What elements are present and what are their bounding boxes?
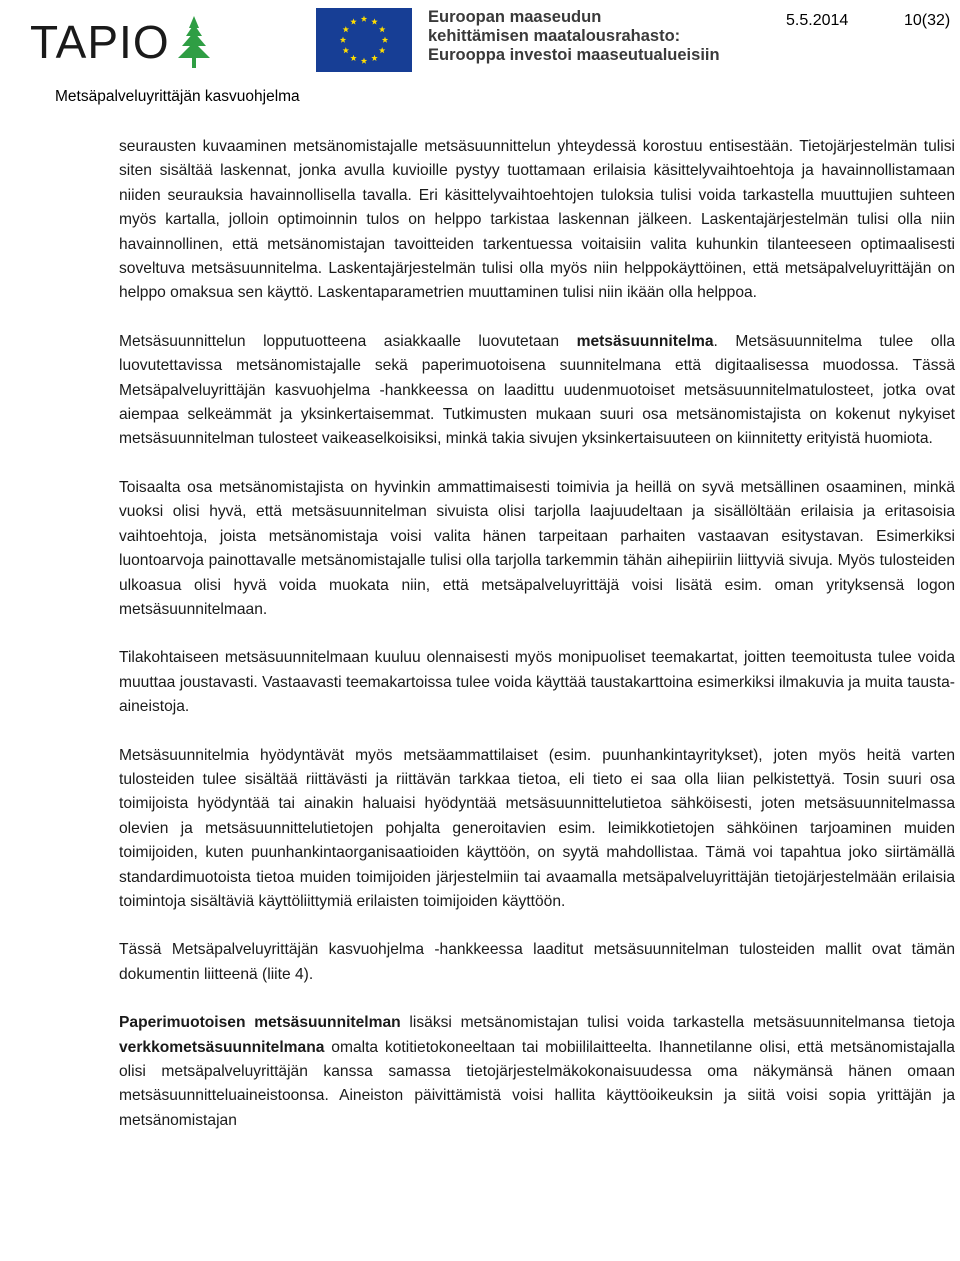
text-run: lisäksi metsänomistajan tulisi voida tarkastella metsäsuunnitelmansa tietoja: [400, 1014, 955, 1032]
text-run: omalta kotitietokoneeltaan tai mobiililaitteelta. Ihannetilanne olisi, että metsänomistajalla olisi metsäpalveluyrittäjän kanssa samassa tietojärjestelmäkokonaisuudessa oma näkymänsä hänen omaan metsäsuunnitteluaineistoonsa. Aineiston päivittämistä voisi hallita käyttöoikeuksin ja siitä voisi sopia yrittäjän ja metsänomistajan: [119, 1038, 955, 1129]
page-number: 10(32): [904, 12, 951, 29]
paragraph: seurausten kuvaaminen metsänomistajalle metsäsuunnittelun yhteydessä korostuu entisestään. Tietojärjestelmän tulisi siten sisältää laskennat, jonka avulla kuvioille pystyy tuottamaan erilaisia käsittelyvaihtoehtoja ja havainnollistamaan niiden seurauksia havainnollisella tavalla. Eri käsittelyvaihtoehtojen tuloksia tulisi voida tarkastella muuttujien suhteen myös kartalla, jolloin optimoinnin tulos on helppo tarkistaa laskennan jälkeen. Laskentajärjestelmän tulisi olla niin havainnollinen, että metsänomistajan tavoitteiden tarkentuessa voitaisiin valita kuhunkin tilanteeseen optimaalisesti soveltuva metsäsuunnitelma. Laskentajärjestelmän tulisi olla myös niin helppokäyttöinen, että metsäpalveluyrittäjän on helppo omaksua sen käyttö. Laskentaparametrien muuttaminen tulisi niin ikään olla helppoa.: [119, 138, 955, 302]
eu-line-1: Euroopan maaseudun: [428, 8, 602, 26]
paragraph: [119, 330, 955, 452]
tapio-logo-text: TAPIO: [30, 16, 170, 68]
tapio-logo: [30, 12, 212, 72]
page-header: [0, 0, 960, 120]
text-run: Metsäsuunnittelun lopputuotteena asiakkaalle luovutetaan: [119, 332, 577, 350]
header-date: 5.5.2014: [786, 12, 849, 29]
tree-icon: [176, 14, 212, 70]
eu-flag-icon: [316, 8, 412, 72]
paragraph: Tässä Metsäpalveluyrittäjän kasvuohjelma -hankkeessa laaditut metsäsuunnitelman tulosteiden mallit ovat tämän dokumentin liitteenä (liite 4).: [119, 941, 955, 983]
header-subtitle: Metsäpalveluyrittäjän kasvuohjelma: [55, 88, 300, 105]
bold-term: metsäsuunnitelma: [576, 332, 714, 350]
bold-term: Paperimuotoisen metsäsuunnitelman: [119, 1014, 401, 1032]
text-run: . Metsäsuunnitelma tulee olla luovutettavissa metsänomistajalle sekä paperimuotoisena suunnitelmana että digitaalisessa muodossa. Tässä Metsäpalveluyrittäjän kasvuohjelma -hankkeessa on laadittu uudenmuotoiset metsäsuunnitelmatulosteet, jotka ovat aiempaa selkeämmät ja yksinkertaisemmat. Tutkimusten mukaan suuri osa metsänomistajista on kokenut nykyiset metsäsuunnitelman tulosteet vaikeaselkoisiksi, minkä takia sivujen yksinkertaisuuteen on kiinnitetty erityistä huomiota.: [119, 332, 956, 448]
paragraph: Tilakohtaiseen metsäsuunnitelmaan kuuluu olennaisesti myös monipuoliset teemakartat, joitten teemoitusta tulee voida muuttaa joustavasti. Vastaavasti teemakartoissa tulee voida käyttää taustakarttoina esimerkiksi ilmakuvia ja muita tausta-aineistoja.: [119, 649, 955, 716]
paragraph: [119, 1011, 955, 1133]
eu-line-3: Eurooppa investoi maaseutualueisiin: [428, 46, 720, 64]
paragraph: Metsäsuunnitelmia hyödyntävät myös metsäammattilaiset (esim. puunhankintayritykset), joten myös heitä varten tulosteiden tulee sisältää riittävästi ja riittävän tarkkaa tietoa, eli tieto ei saa olla liian pelkistettyä. Tosin suuri osa toimijoista hyödyntää tai ainakin haluaisi hyödyntää metsäsuunnittelutietoa sähköisesti, joten metsäsuunnitelmassa olevien ja metsäsuunnittelutietojen pohjalta generoitavien esim. leimikkotietojen sähköinen tarjoaminen muiden toimijoiden, kuten puunhankintaorganisaatioiden käyttöön, on syytä mahdollistaa. Tämä voi tapahtua joko siirtämällä standardimuotoista tietoa muiden toimijoiden järjestelmiin tai avaamalla metsäpalveluyrittäjän tietojärjestelmään erilaisia toimintoja sisältäviä käyttöliittymiä erilaisten toimijoiden käyttöön.: [119, 746, 955, 910]
eu-line-2: kehittämisen maatalousrahasto:: [428, 27, 681, 45]
eu-fund-text: [428, 8, 720, 65]
document-body: [119, 135, 955, 1133]
paragraph: Toisaalta osa metsänomistajista on hyvinkin ammattimaisesti toimivia ja heillä on syvä metsällinen osaaminen, minkä vuoksi olisi hyvä, että metsäsuunnitelman sivuista olisi tarjolla laajuudeltaan ja sisällöltään erilaisia ja eritasoisia vaihtoehtoja, joista metsänomistaja voisi valita hänen tarpeitaan parhaiten vastaavan esitystavan. Esimerkiksi luontoarvoja painottavalle metsänomistajalle tulisi olla tarjolla tarkemmin tähän aihepiiriin liittyviä sivuja. Myös tulosteiden ulkoasua olisi hyvä voida muokata niin, että metsäpalveluyrittäjä voisi lisätä esim. oman yrityksensä logon metsäsuunnitelmaan.: [119, 478, 955, 618]
bold-term: verkkometsäsuunnitelmana: [119, 1038, 325, 1056]
